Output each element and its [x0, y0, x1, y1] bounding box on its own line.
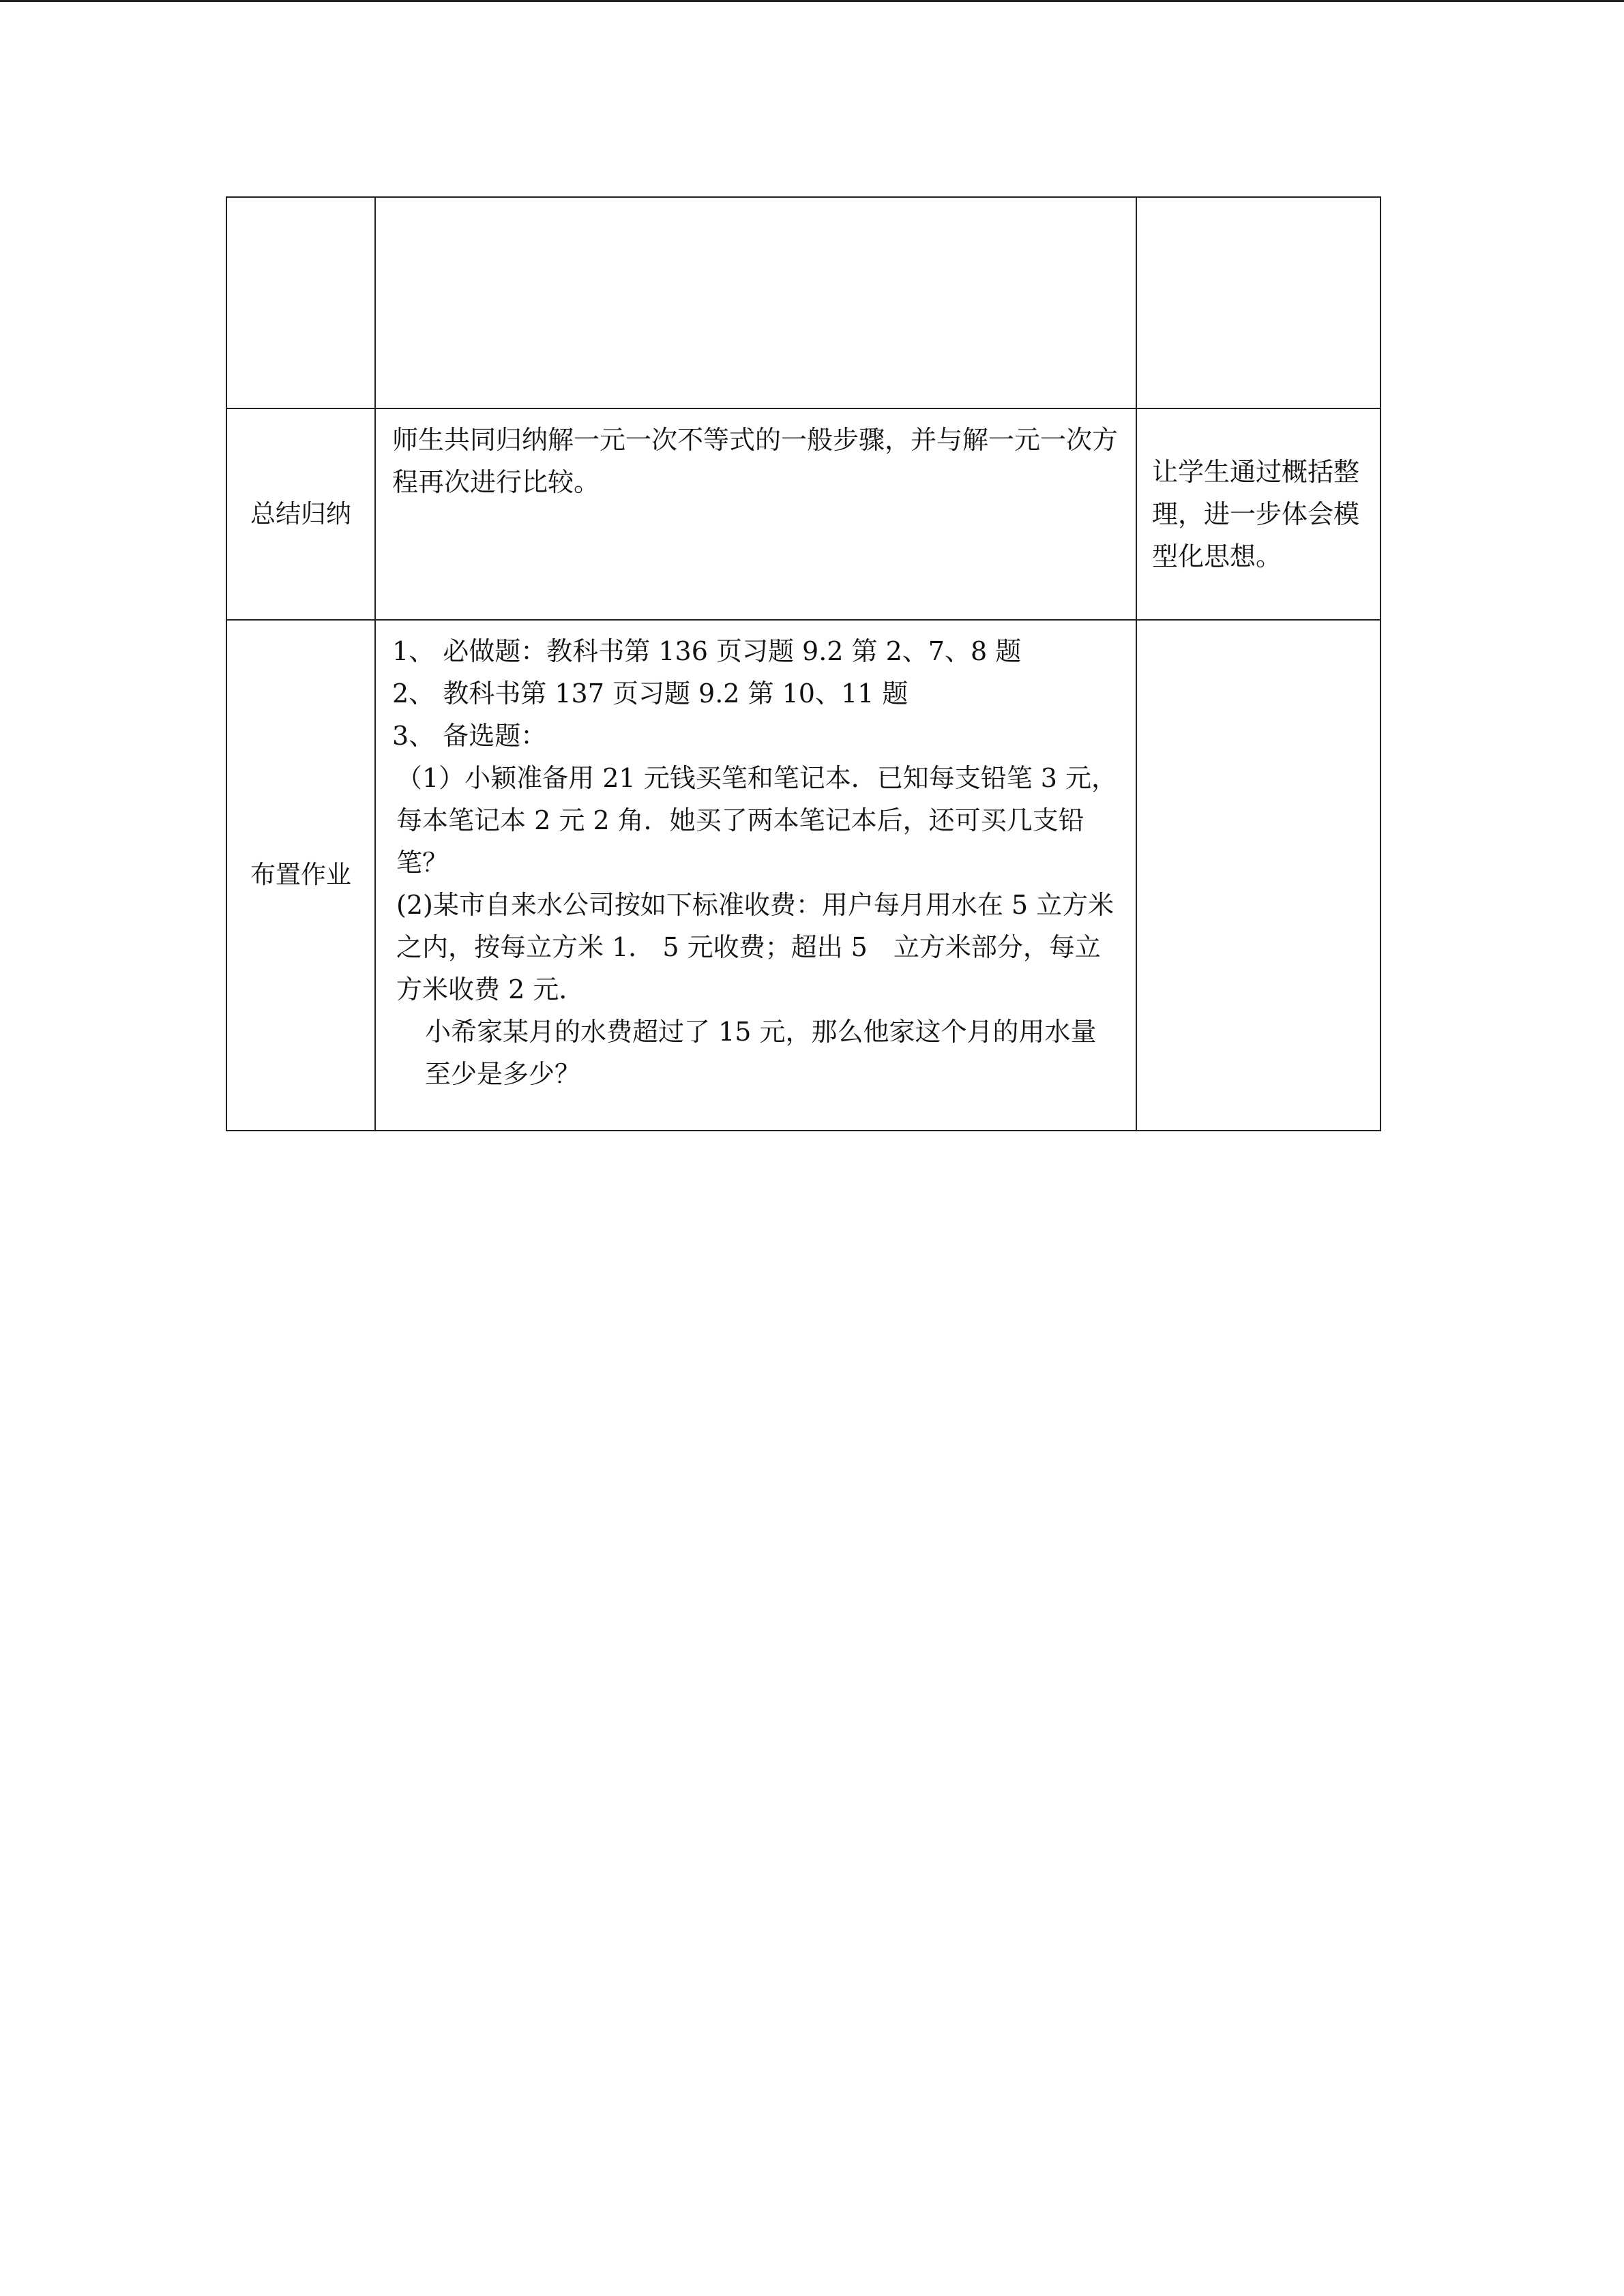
table-row-blank	[226, 197, 1381, 408]
homework-label: 布置作业	[226, 620, 375, 1131]
row-note-cell	[1136, 197, 1381, 408]
homework-item-required: 1、 必做题：教科书第 136 页习题 9.2 第 2、7、8 题	[392, 636, 1022, 666]
summary-text: 师生共同归纳解一元一次不等式的一般步骤，并与解一元一次方程再次进行比较。	[392, 425, 1119, 497]
optional-problem-2-question: 小希家某月的水费超过了 15 元，那么他家这个月的用水量至少是多少？	[425, 1017, 1097, 1089]
table-row-summary	[226, 408, 1381, 620]
summary-note-text: 让学生通过概括整理，进一步体会模型化思想。	[1152, 457, 1360, 571]
homework-content	[375, 620, 1136, 1131]
optional-problem-2: (2)某市自来水公司按如下标准收费：用户每月用水在 5 立方米之内，按每立方米 1． 5 元收费；超出 5 立方米部分，每立方米收费 2 元．	[396, 890, 1114, 1004]
summary-note	[1136, 408, 1381, 620]
homework-note	[1136, 620, 1381, 1131]
homework-item-textbook: 2、 教科书第 137 页习题 9.2 第 10、11 题	[392, 679, 909, 709]
summary-label: 总结归纳	[226, 408, 375, 620]
row-content-cell	[375, 197, 1136, 408]
row-label-cell	[226, 197, 375, 408]
homework-item-optional: 3、 备选题：	[392, 721, 547, 751]
summary-content	[375, 408, 1136, 620]
page-top-rule	[0, 0, 1624, 2]
table-row-homework	[226, 620, 1381, 1131]
optional-problem-1: （1）小颖准备用 21 元钱买笔和笔记本．已知每支铅笔 3 元，每本笔记本 2 元 2 角．她买了两本笔记本后，还可买几支铅笔？	[396, 763, 1118, 878]
lesson-plan-table	[226, 196, 1381, 1131]
